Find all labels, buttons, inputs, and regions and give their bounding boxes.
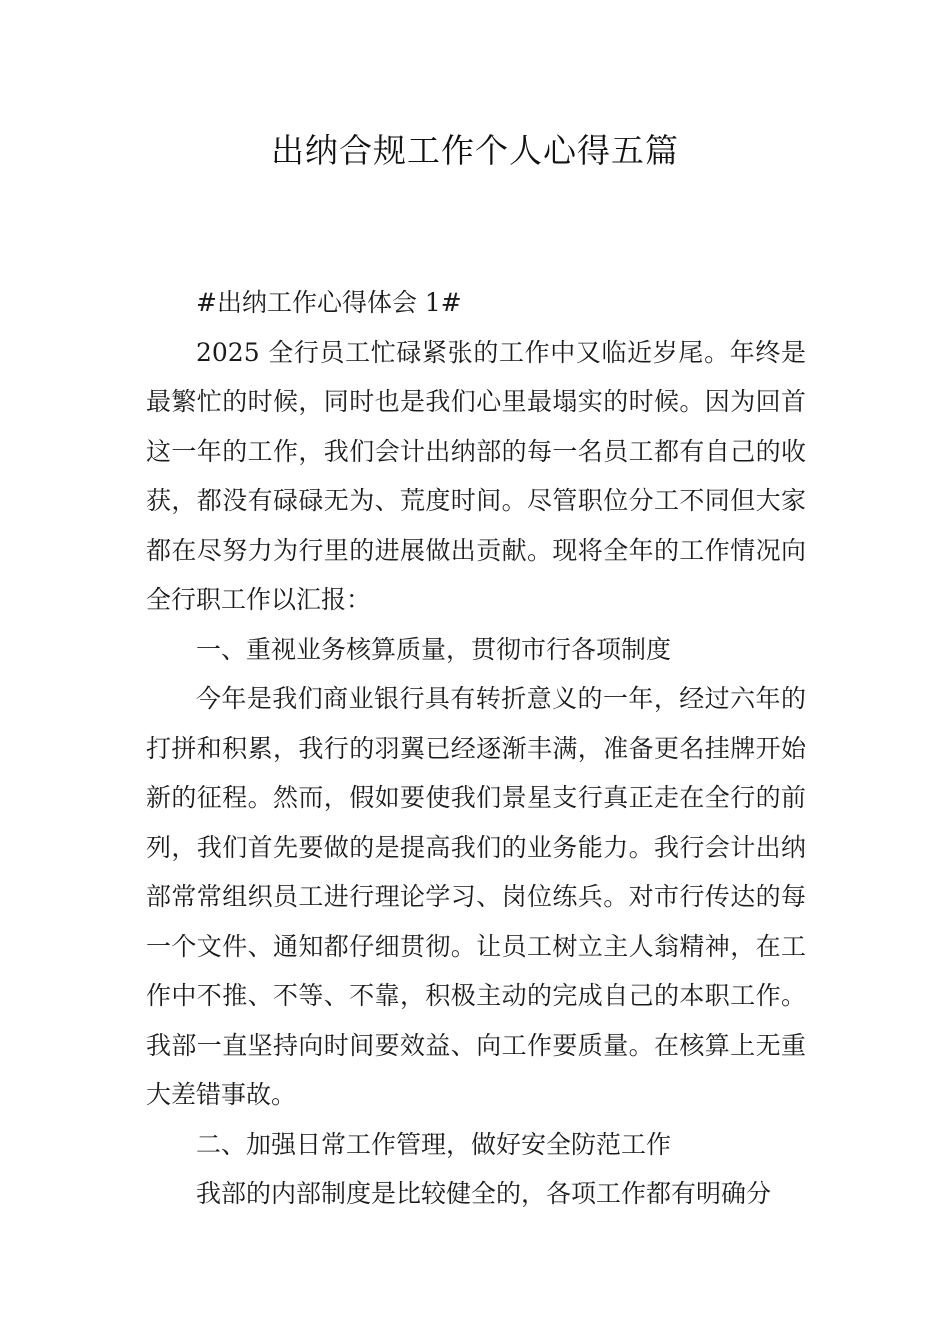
document-title: 出纳合规工作个人心得五篇 [271,131,679,170]
section-heading-2: 二、加强日常工作管理，做好安全防范工作 [196,1129,672,1159]
section-heading-1: 一、重视业务核算质量，贯彻市行各项制度 [196,634,672,664]
document-body [146,278,806,1219]
paragraph-section-1: 今年是我们商业银行具有转折意义的一年，经过六年的打拼和积累，我行的羽翼已经逐渐丰满，准备更名挂牌开始新的征程。然而，假如要使我们景星支行真正走在全行的前列，我们首先要做的是提高我们的业务能力。我行会计出纳部常常组织员工进行理论学习、岗位练兵。对市行传达的每一个文件、通知都仔细贯彻。让员工树立主人翁精神，在工作中不推、不等、不靠，积极主动的完成自己的本职工作。我部一直坚持向时间要效益、向工作要质量。在核算上无重大差错事故。 [146,684,806,1109]
section-marker: #出纳工作心得体会 1# [196,288,462,317]
paragraph-section-2: 我部的内部制度是比较健全的，各项工作都有明确分 [196,1179,772,1208]
paragraph-intro: 2025 全行员工忙碌紧张的工作中又临近岁尾。年终是最繁忙的时候，同时也是我们心里最塌实的时候。因为回首这一年的工作，我们会计出纳部的每一名员工都有自己的收获，都没有碌碌无为、荒度时间。尽管职位分工不同但大家都在尽努力为行里的进展做出贡献。现将全年的工作情况向全行职工作以汇报： [146,337,806,614]
